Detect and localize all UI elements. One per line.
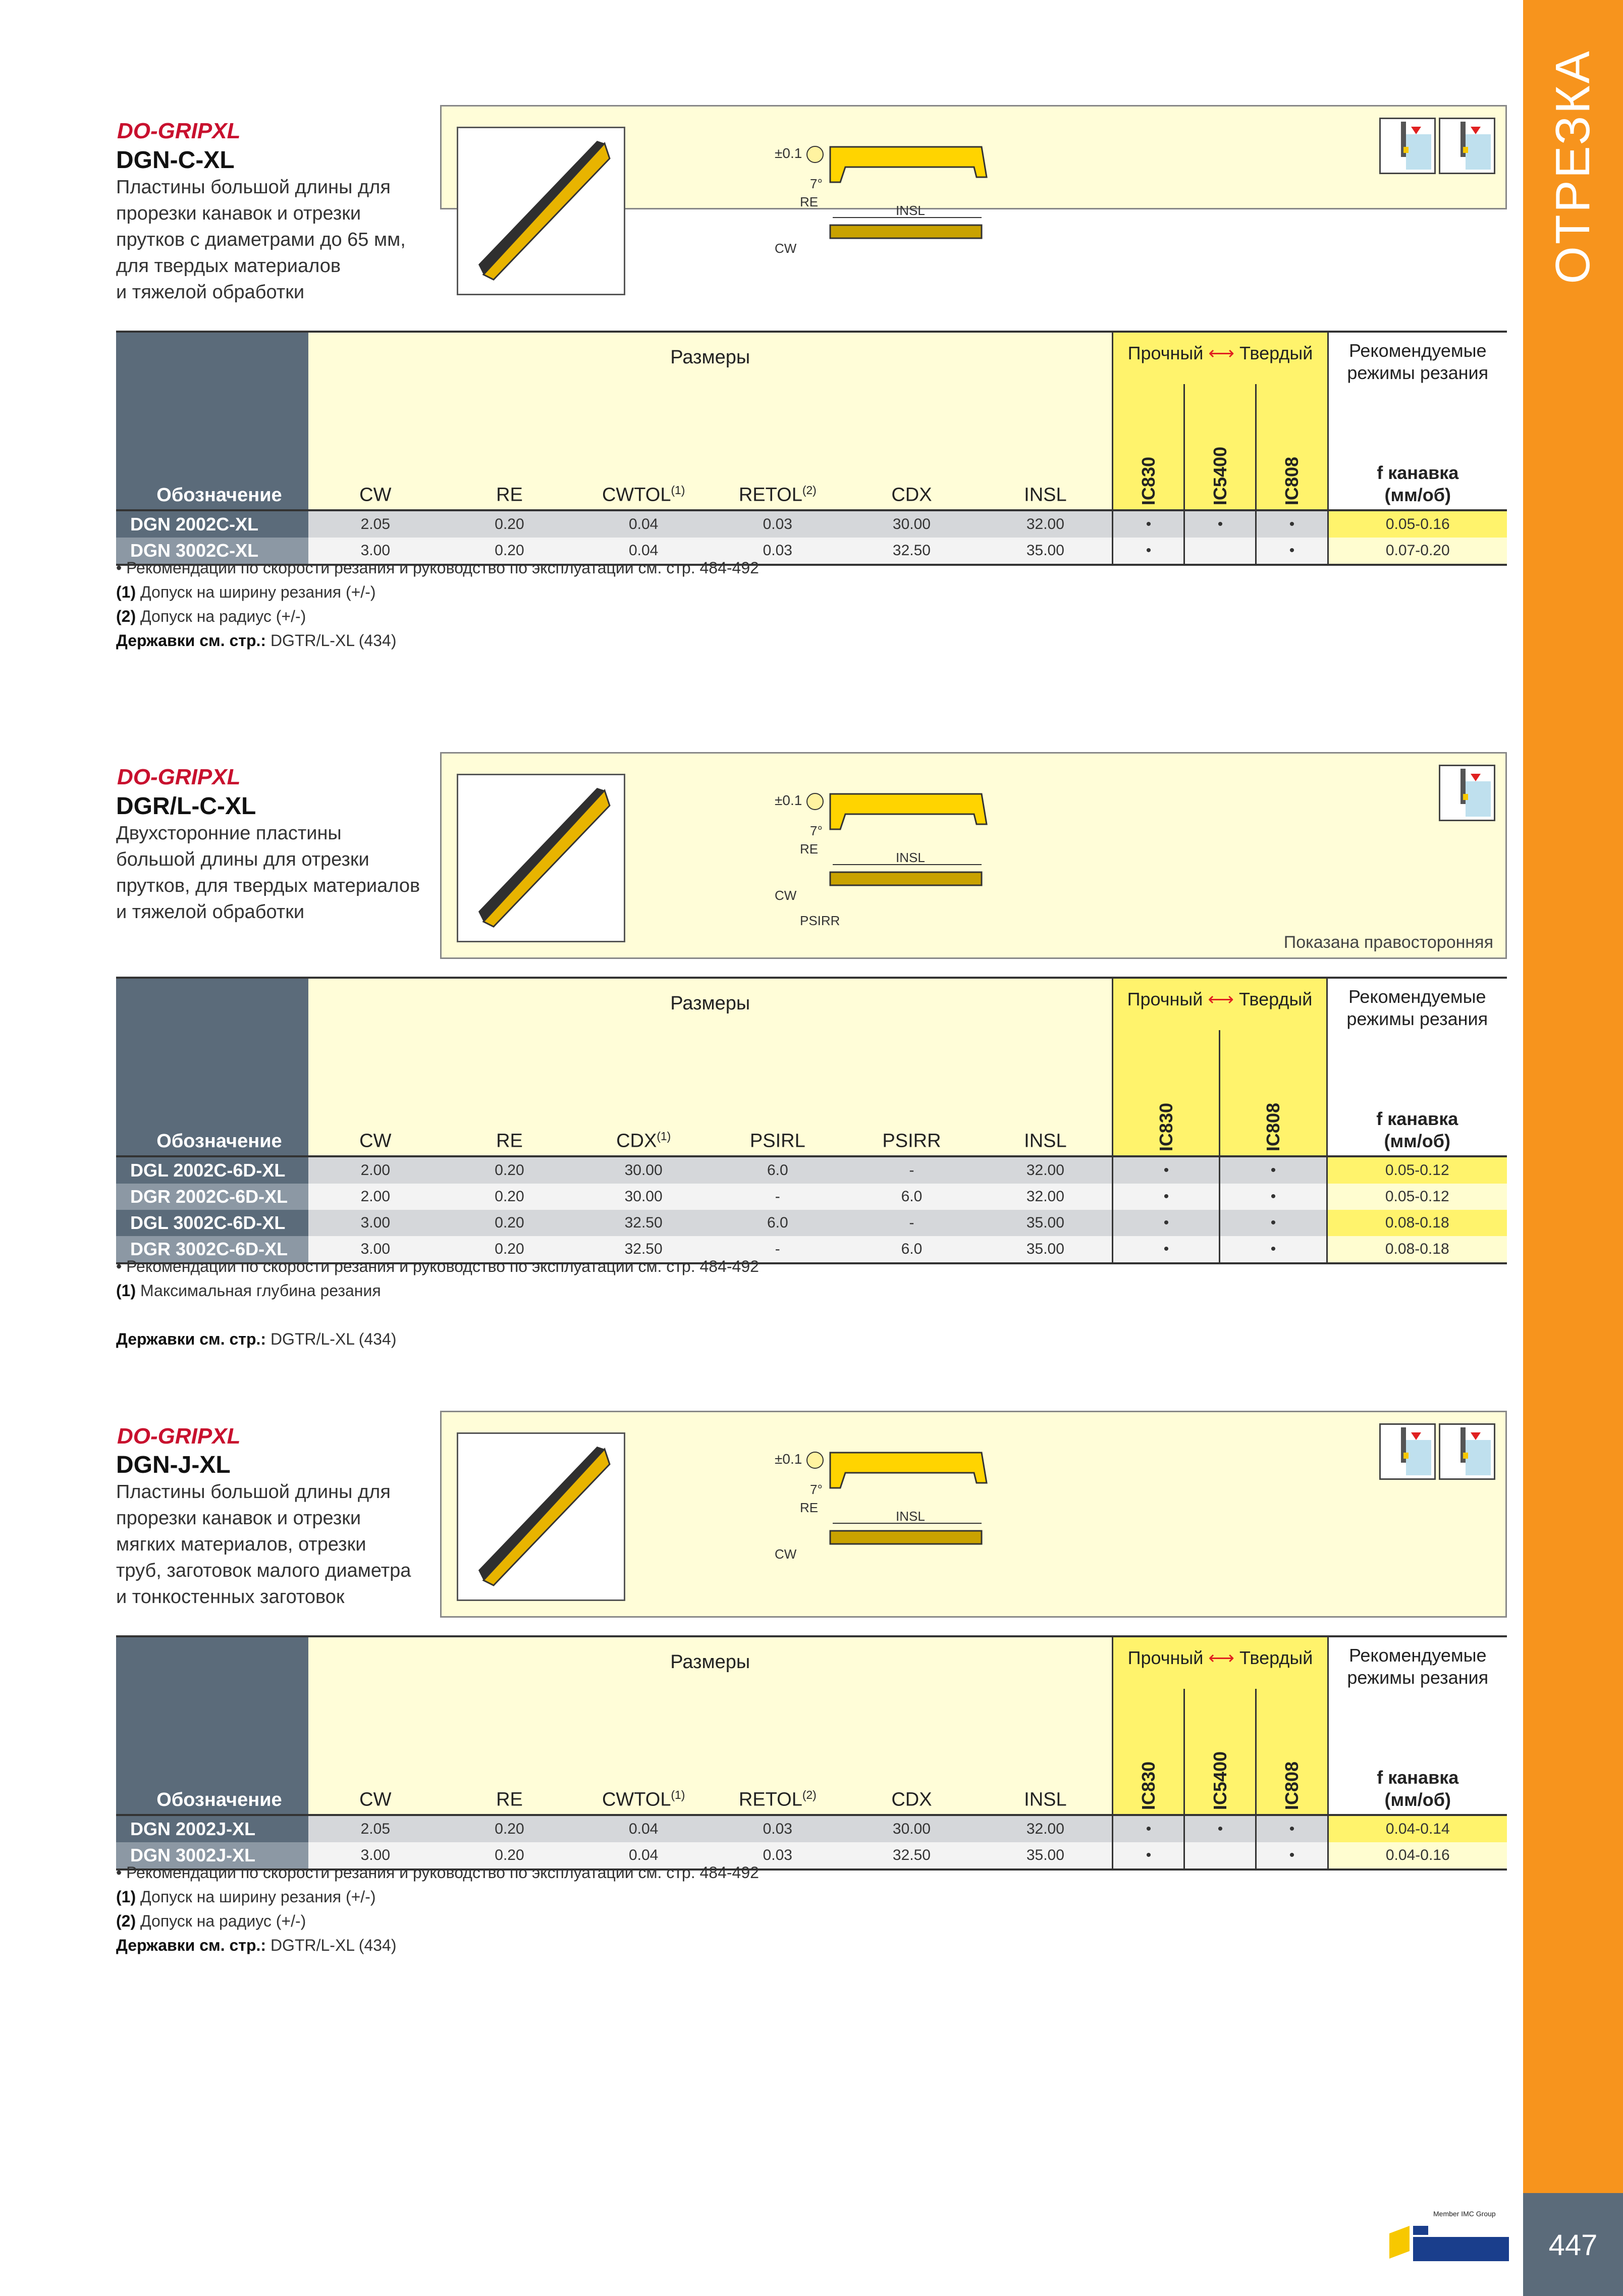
operation-icons [1436, 765, 1495, 822]
column-sup: (2) [802, 1788, 817, 1802]
feed-cell: 0.05-0.12 [1327, 1184, 1507, 1210]
spec-table [116, 977, 1507, 1264]
column-header-psirr [845, 1030, 979, 1156]
notes [116, 1860, 759, 1957]
feed-line-1: f канавка [1377, 462, 1459, 483]
value-cell: 0.03 [711, 538, 845, 565]
feed-cell: 0.04-0.16 [1328, 1842, 1507, 1870]
note-text: Максимальная глубина резания [136, 1282, 381, 1300]
grade-cell: • [1256, 1815, 1328, 1842]
value-cell: 2.00 [308, 1156, 443, 1184]
column-header-insl [979, 384, 1113, 510]
grade-cell: • [1113, 538, 1184, 565]
member-text: Member IMC Group [1433, 2210, 1496, 2218]
dimensions-header [308, 1636, 1113, 1689]
value-cell: 32.50 [576, 1210, 711, 1236]
insert-image-icon [458, 1434, 624, 1599]
column-header-cw [308, 1689, 443, 1815]
designation-header: Обозначение [116, 978, 308, 1156]
value-cell: 35.00 [979, 538, 1113, 565]
value-cell: 0.20 [443, 1184, 577, 1210]
drawing-label-angle: 7° [810, 176, 823, 191]
iscar-logo [1387, 2211, 1513, 2271]
grade-cell [1184, 1842, 1256, 1870]
brand-text: DO-GRIPXL [117, 765, 241, 789]
page-number-box [1523, 2193, 1623, 2296]
designation-cell: DGR 3002C-6D-XL [116, 1236, 308, 1263]
insert-image-icon [458, 775, 624, 941]
grade-header [1113, 978, 1327, 1030]
double-arrow-icon: ⟷ [1208, 1647, 1234, 1668]
note-line [116, 1278, 759, 1303]
note-text: • Рекомендации по скорости резания и руководство по эксплуатации см. стр. 484-492 [116, 559, 759, 577]
designation-cell: DGL 3002C-6D-XL [116, 1210, 308, 1236]
value-cell: 2.00 [308, 1184, 443, 1210]
drawing-label-psirr: PSIRR [800, 913, 840, 928]
column-header-cwtol [576, 1689, 711, 1815]
feed-header [1327, 1030, 1507, 1156]
insert-image-icon [458, 128, 624, 294]
description-line: прорезки канавок и отрезки [116, 1508, 361, 1529]
value-cell: 0.20 [443, 1842, 577, 1870]
column-label: RETOL [738, 1789, 802, 1810]
value-cell: - [711, 1236, 845, 1263]
product-title: DGN-J-XL [116, 1452, 231, 1478]
grade-cell: • [1256, 1842, 1328, 1870]
note-text: Допуск на радиус (+/-) [136, 1912, 306, 1930]
column-label: CDX [891, 485, 932, 506]
column-label: RE [496, 1789, 523, 1810]
grade-cell: • [1256, 538, 1328, 565]
value-cell: 32.00 [979, 1184, 1113, 1210]
grade-column-ic5400 [1184, 384, 1256, 510]
column-header-retol [711, 1689, 845, 1815]
value-cell: 0.03 [711, 1842, 845, 1870]
designation-cell: DGN 2002C-XL [116, 510, 308, 538]
value-cell: 30.00 [576, 1156, 711, 1184]
column-label: PSIRL [749, 1131, 805, 1152]
shown-note: Показана правосторонняя [1283, 933, 1493, 952]
column-label: CDX [616, 1131, 657, 1152]
page-number: 447 [1548, 2229, 1598, 2262]
grade-header [1113, 332, 1328, 384]
grade-label-right: Твердый [1239, 343, 1313, 363]
column-header-retol [711, 384, 845, 510]
description-line: Пластины большой длины для [116, 1481, 391, 1503]
grade-cell: • [1184, 1815, 1256, 1842]
description-line: прорезки канавок и отрезки [116, 203, 361, 224]
rec-line-2: режимы резания [1347, 1667, 1489, 1688]
dimensions-label: Размеры [670, 347, 750, 368]
note-line [116, 1303, 759, 1327]
drawing-label-cw: CW [775, 888, 797, 903]
do-grip-xl-logo [116, 1422, 283, 1449]
dimensions-header [308, 332, 1113, 384]
drawing-label-tol: ±0.1 [775, 145, 802, 161]
note-line [116, 1860, 759, 1885]
note-bold: Державки см. стр.: [116, 1330, 266, 1348]
note-text: Допуск на ширину резания (+/-) [136, 583, 376, 601]
note-text: DGTR/L-XL (434) [266, 631, 397, 650]
value-cell: 35.00 [979, 1210, 1113, 1236]
illustration-panel [440, 1411, 1507, 1618]
grade-cell: • [1113, 1236, 1220, 1263]
column-label: RETOL [738, 485, 802, 506]
description-line: и тяжелой обработки [116, 901, 305, 923]
column-header-re [443, 1030, 577, 1156]
notes [116, 1254, 759, 1351]
feed-cell: 0.05-0.16 [1328, 510, 1507, 538]
value-cell: 0.03 [711, 1815, 845, 1842]
column-sup: (1) [671, 484, 685, 497]
description-line: прутков с диаметрами до 65 мм, [116, 229, 406, 250]
grade-cell: • [1113, 1842, 1184, 1870]
drawing-label-angle: 7° [810, 823, 823, 838]
grade-cell: • [1220, 1156, 1327, 1184]
grade-label: IC808 [1262, 1102, 1283, 1151]
insert-photo [457, 774, 625, 942]
grooving-operation-icon [1439, 118, 1495, 174]
value-cell: 32.00 [979, 1815, 1113, 1842]
table-row [116, 1815, 1507, 1842]
column-sup: (1) [671, 1788, 685, 1802]
feed-cell: 0.08-0.18 [1327, 1236, 1507, 1263]
grade-cell: • [1113, 1815, 1184, 1842]
note-line [116, 1933, 759, 1957]
value-cell: 0.04 [576, 1842, 711, 1870]
grade-cell: • [1184, 510, 1256, 538]
column-label: CDX [891, 1789, 932, 1810]
recommended-header [1328, 332, 1507, 384]
drawing-label-tol: ±0.1 [775, 792, 802, 808]
product-description [116, 174, 439, 305]
grade-column-ic830 [1113, 1689, 1184, 1815]
column-label: INSL [1024, 1789, 1067, 1810]
value-cell: 0.20 [443, 510, 577, 538]
value-cell: - [711, 1184, 845, 1210]
column-label: PSIRR [882, 1131, 941, 1152]
product-description [116, 820, 439, 925]
drawing-label-re: RE [800, 841, 819, 857]
product-title: DGR/L-C-XL [116, 793, 256, 820]
recommended-header [1327, 978, 1507, 1030]
grade-column-ic808 [1256, 384, 1328, 510]
feed-line-2: (мм/об) [1384, 1789, 1451, 1810]
note-text: DGTR/L-XL (434) [266, 1330, 397, 1348]
grade-column-ic808 [1256, 1689, 1328, 1815]
grade-label-right: Твердый [1239, 1647, 1313, 1668]
dimensions-header [308, 978, 1113, 1030]
rec-line-2: режимы резания [1346, 1008, 1488, 1029]
dimensions-label: Размеры [670, 1651, 750, 1673]
column-label: CW [359, 1131, 392, 1152]
value-cell: 6.0 [711, 1210, 845, 1236]
note-bold: (1) [116, 1282, 136, 1300]
value-cell: 0.20 [443, 1236, 577, 1263]
designation-cell: DGN 3002C-XL [116, 538, 308, 565]
do-grip-xl-logo [116, 763, 283, 789]
value-cell: 3.00 [308, 1210, 443, 1236]
note-line [116, 1885, 759, 1909]
feed-line-2: (мм/об) [1384, 1131, 1450, 1151]
feed-cell: 0.07-0.20 [1328, 538, 1507, 565]
illustration-panel [440, 105, 1507, 256]
value-cell: 0.20 [443, 1815, 577, 1842]
feed-header [1328, 1689, 1507, 1815]
grade-cell: • [1220, 1210, 1327, 1236]
value-cell: 35.00 [979, 1842, 1113, 1870]
grade-label: IC5400 [1209, 1751, 1230, 1810]
note-bold: Державки см. стр.: [116, 1936, 266, 1954]
grade-label-left: Прочный [1127, 989, 1203, 1009]
grade-label: IC830 [1155, 1102, 1176, 1151]
designation-cell: DGL 2002C-6D-XL [116, 1156, 308, 1184]
product-description [116, 1479, 439, 1610]
column-label: CWTOL [602, 485, 671, 506]
grade-column-ic830 [1113, 1030, 1220, 1156]
grade-label: IC5400 [1209, 446, 1230, 505]
designation-cell: DGN 2002J-XL [116, 1815, 308, 1842]
grade-column-ic5400 [1184, 1689, 1256, 1815]
note-text: DGTR/L-XL (434) [266, 1936, 397, 1954]
value-cell: 2.05 [308, 1815, 443, 1842]
operation-icons [1376, 118, 1495, 175]
description-line: Пластины большой длины для [116, 177, 391, 198]
value-cell: 32.00 [979, 510, 1113, 538]
grade-cell: • [1220, 1236, 1327, 1263]
value-cell: 6.0 [845, 1184, 979, 1210]
do-grip-xl-logo [116, 117, 283, 143]
column-sup: (2) [802, 484, 817, 497]
recommended-header [1328, 1636, 1507, 1689]
note-line [116, 1254, 759, 1278]
column-header-cwtol [576, 384, 711, 510]
brand-text: DO-GRIPXL [117, 119, 241, 143]
note-bold: (1) [116, 1888, 136, 1906]
drawing-label-angle: 7° [810, 1482, 823, 1497]
description-line: труб, заготовок малого диаметра [116, 1560, 411, 1581]
note-text: • Рекомендации по скорости резания и руководство по эксплуатации см. стр. 484-492 [116, 1863, 759, 1882]
note-bold: (2) [116, 1912, 136, 1930]
note-text: Допуск на ширину резания (+/-) [136, 1888, 376, 1906]
rec-line-1: Рекомендуемые [1348, 986, 1486, 1007]
column-label: RE [496, 485, 523, 506]
description-line: мягких материалов, отрезки [116, 1534, 366, 1555]
note-bold: (2) [116, 607, 136, 625]
rec-line-1: Рекомендуемые [1348, 340, 1487, 361]
value-cell: 32.50 [845, 1842, 979, 1870]
value-cell: 32.00 [979, 1156, 1113, 1184]
description-line: и тонкостенных заготовок [116, 1586, 345, 1608]
designation-header: Обозначение [116, 1636, 308, 1815]
operation-icons [1376, 1423, 1495, 1481]
column-header-re [443, 384, 577, 510]
product-title: DGN-C-XL [116, 147, 235, 174]
value-cell: 6.0 [711, 1156, 845, 1184]
value-cell: 0.04 [576, 538, 711, 565]
value-cell: 3.00 [308, 1236, 443, 1263]
table-row [116, 1156, 1507, 1184]
description-line: для твердых материалов [116, 255, 341, 277]
value-cell: 35.00 [979, 1236, 1113, 1263]
column-header-re [443, 1689, 577, 1815]
feed-cell: 0.05-0.12 [1327, 1156, 1507, 1184]
column-label: CWTOL [602, 1789, 671, 1810]
column-header-cdx [845, 384, 979, 510]
feed-cell: 0.04-0.14 [1328, 1815, 1507, 1842]
feed-line-2: (мм/об) [1384, 485, 1451, 505]
value-cell: 6.0 [845, 1236, 979, 1263]
note-line [116, 628, 759, 653]
note-text: • Рекомендации по скорости резания и руководство по эксплуатации см. стр. 484-492 [116, 1257, 759, 1275]
parting-operation-icon [1379, 1423, 1436, 1480]
dimensions-label: Размеры [670, 993, 750, 1014]
grade-label: IC830 [1138, 1761, 1159, 1810]
note-line [116, 1909, 759, 1933]
note-bold: Державки см. стр.: [116, 631, 266, 650]
column-label: INSL [1024, 1131, 1067, 1152]
value-cell: 30.00 [845, 1815, 979, 1842]
drawing-label-insl: INSL [896, 1509, 925, 1524]
feed-line-1: f канавка [1377, 1767, 1459, 1788]
value-cell: 32.50 [576, 1236, 711, 1263]
double-arrow-icon: ⟷ [1208, 989, 1234, 1009]
value-cell: 0.04 [576, 1815, 711, 1842]
grade-label: IC808 [1281, 1761, 1302, 1810]
note-line [116, 604, 759, 628]
grade-cell: • [1113, 1156, 1220, 1184]
value-cell: 32.50 [845, 538, 979, 565]
note-line [116, 1327, 759, 1351]
column-label: CW [359, 485, 392, 506]
note-line [116, 580, 759, 604]
note-bold: (1) [116, 583, 136, 601]
notes [116, 556, 759, 653]
note-text: Допуск на радиус (+/-) [136, 607, 306, 625]
grooving-operation-icon [1439, 1423, 1495, 1480]
column-label: INSL [1024, 485, 1067, 506]
drawing-label-insl: INSL [896, 203, 925, 218]
side-title: ОТРЕЗКА [1546, 49, 1600, 284]
description-line: Двухсторонние пластины [116, 823, 342, 844]
grade-cell: • [1256, 510, 1328, 538]
column-header-insl [979, 1689, 1113, 1815]
rec-line-1: Рекомендуемые [1348, 1645, 1487, 1666]
double-arrow-icon: ⟷ [1208, 343, 1234, 363]
insert-drawing [744, 1448, 1098, 1589]
description-line: большой длины для отрезки [116, 849, 369, 870]
designation-cell: DGN 3002J-XL [116, 1842, 308, 1870]
grade-cell [1184, 538, 1256, 565]
value-cell: 0.04 [576, 510, 711, 538]
parting-operation-icon [1379, 118, 1436, 174]
description-line: прутков, для твердых материалов [116, 875, 420, 896]
column-sup: (1) [657, 1130, 671, 1143]
grade-label-left: Прочный [1127, 1647, 1204, 1668]
description-line: и тяжелой обработки [116, 282, 305, 303]
column-header-insl [979, 1030, 1113, 1156]
value-cell: 3.00 [308, 1842, 443, 1870]
designation-header: Обозначение [116, 332, 308, 510]
grade-header [1113, 1636, 1328, 1689]
column-label: CW [359, 1789, 392, 1810]
feed-cell: 0.08-0.18 [1327, 1210, 1507, 1236]
column-header-cw [308, 384, 443, 510]
grade-cell: • [1113, 1210, 1220, 1236]
side-bar [1523, 0, 1623, 2296]
insert-photo [457, 127, 625, 295]
spec-table [116, 1635, 1507, 1871]
table-row [116, 1184, 1507, 1210]
value-cell: - [845, 1156, 979, 1184]
column-label: RE [496, 1131, 523, 1152]
spec-table [116, 331, 1507, 566]
note-line [116, 556, 759, 580]
grade-cell: • [1113, 1184, 1220, 1210]
column-header-cdx [845, 1689, 979, 1815]
grade-label-right: Твердый [1239, 989, 1313, 1009]
table-row [116, 510, 1507, 538]
value-cell: 30.00 [845, 510, 979, 538]
drawing-label-cw: CW [775, 1546, 797, 1562]
insert-photo [457, 1432, 625, 1601]
parting-operation-icon [1439, 765, 1495, 821]
grade-column-ic830 [1113, 384, 1184, 510]
grade-label: IC830 [1138, 456, 1159, 505]
insert-drawing [744, 142, 1098, 283]
column-header-psirl [711, 1030, 845, 1156]
feed-header [1328, 384, 1507, 510]
drawing-label-re: RE [800, 1500, 819, 1515]
value-cell: 0.20 [443, 538, 577, 565]
value-cell: 3.00 [308, 538, 443, 565]
illustration-panel [440, 752, 1507, 959]
drawing-label-tol: ±0.1 [775, 1451, 802, 1467]
grade-cell: • [1113, 510, 1184, 538]
table-row [116, 1210, 1507, 1236]
grade-cell: • [1220, 1184, 1327, 1210]
value-cell: 0.03 [711, 510, 845, 538]
designation-cell: DGR 2002C-6D-XL [116, 1184, 308, 1210]
drawing-label-re: RE [800, 194, 819, 209]
value-cell: 2.05 [308, 510, 443, 538]
grade-column-ic808 [1220, 1030, 1327, 1156]
column-header-cdx [576, 1030, 711, 1156]
rec-line-2: режимы резания [1347, 362, 1489, 383]
feed-line-1: f канавка [1376, 1108, 1458, 1129]
brand-text: DO-GRIPXL [117, 1424, 241, 1449]
value-cell: - [845, 1210, 979, 1236]
insert-drawing [744, 789, 1098, 930]
value-cell: 0.20 [443, 1210, 577, 1236]
grade-label-left: Прочный [1127, 343, 1204, 363]
grade-label: IC808 [1281, 456, 1302, 505]
value-cell: 0.20 [443, 1156, 577, 1184]
column-header-cw [308, 1030, 443, 1156]
drawing-label-cw: CW [775, 241, 797, 256]
drawing-label-insl: INSL [896, 850, 925, 865]
value-cell: 30.00 [576, 1184, 711, 1210]
